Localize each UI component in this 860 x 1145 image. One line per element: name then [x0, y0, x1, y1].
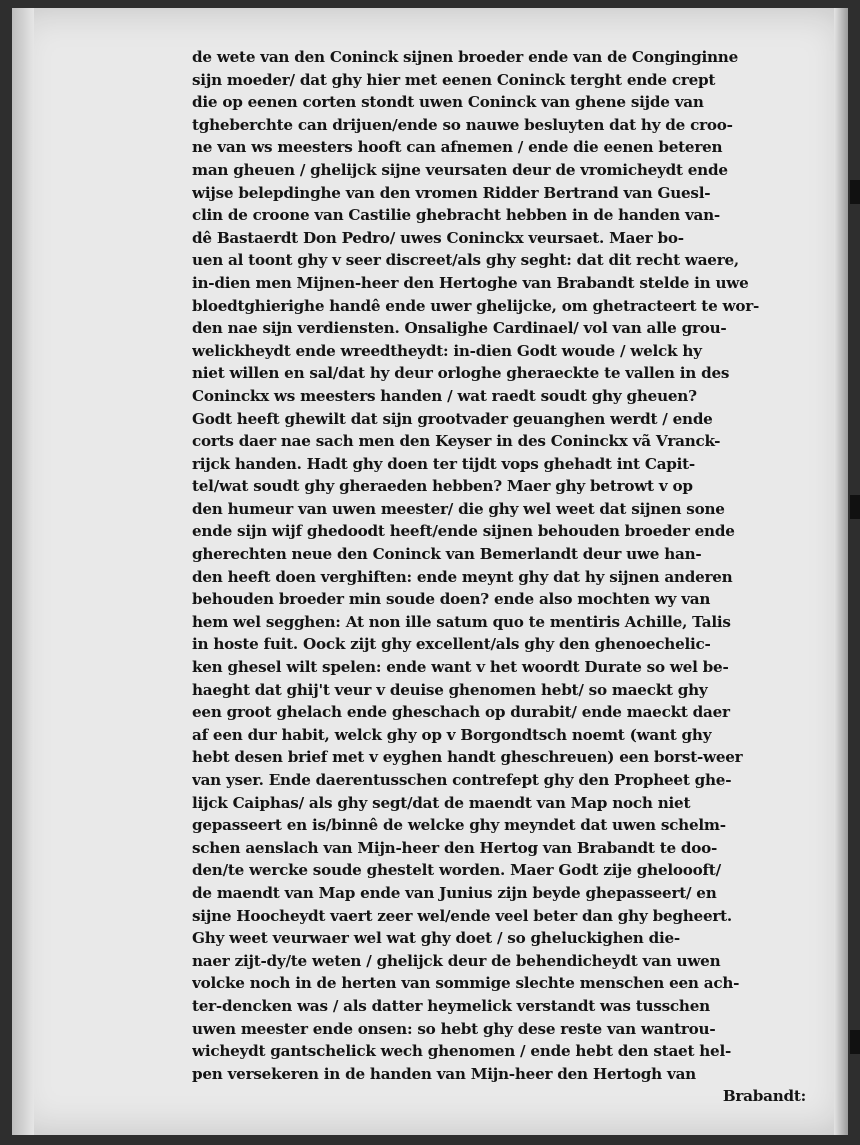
- text-line: ter-dencken was / als datter heymelick verstandt was tusschen: [192, 996, 710, 1015]
- page-edge-shadow: [834, 8, 848, 1135]
- text-line: den humeur van uwen meester/ die ghy wel weet dat sijnen sone: [192, 499, 725, 518]
- text-line: hebt desen brief met v eyghen handt gheschreuen) een borst-weer: [192, 748, 743, 767]
- text-line: man gheuen / ghelijck sijne veursaten deur de vromicheydt ende: [192, 160, 728, 179]
- text-line: volcke noch in de herten van sommige slechte menschen een ach-: [192, 974, 740, 993]
- text-line: sijne Hoocheydt vaert zeer wel/ende veel beter dan ghy begheert.: [192, 906, 732, 925]
- text-line: een groot ghelach ende gheschach op durabit/ ende maeckt daer: [192, 703, 730, 722]
- text-line: behouden broeder min soude doen? ende also mochten wy van: [192, 590, 711, 609]
- text-line: den heeft doen verghiften: ende meynt ghy dat hy sijnen anderen: [192, 567, 733, 586]
- text-line: wijse belepdinghe van den vromen Ridder Bertrand van Guesl-: [192, 183, 711, 202]
- text-line: ne van ws meesters hooft can afnemen / ende die eenen beteren: [192, 138, 723, 157]
- text-line: sijn moeder/ dat ghy hier met eenen Coninck terght ende crept: [192, 70, 716, 89]
- scan-edge-mark: [850, 180, 860, 204]
- binding-gutter: [12, 8, 34, 1135]
- text-line: gherechten neue den Coninck van Bemerlandt deur uwe han-: [192, 545, 702, 564]
- text-line: clin de croone van Castilie ghebracht hebben in de handen van-: [192, 206, 720, 225]
- text-line: welickheydt ende wreedtheydt: in-dien Godt woude / welck hy: [192, 341, 702, 360]
- text-line: uwen meester ende onsen: so hebt ghy dese reste van wantrou-: [192, 1019, 716, 1038]
- text-line: gepasseert en is/binnê de welcke ghy meyndet dat uwen schelm-: [192, 816, 726, 835]
- text-line: pen versekeren in de handen van Mijn-heer den Hertogh van: [192, 1064, 696, 1083]
- text-line: Ghy weet veurwaer wel wat ghy doet / so gheluckighen die-: [192, 929, 680, 948]
- text-line: af een dur habit, welck ghy op v Borgondtsch noemt (want ghy: [192, 725, 712, 744]
- text-line: tel/wat soudt ghy gheraeden hebben? Maer ghy betrowt v op: [192, 477, 693, 496]
- text-line: niet willen en sal/dat hy deur orloghe gheraeckte te vallen in des: [192, 364, 730, 383]
- text-line: de wete van den Coninck sijnen broeder ende van de Conginginne: [192, 48, 739, 66]
- text-line: Godt heeft ghewilt dat sijn grootvader geuanghen werdt / ende: [192, 409, 713, 428]
- text-line: die op eenen corten stondt uwen Coninck van ghene sijde van: [192, 93, 704, 112]
- text-line: den nae sijn verdiensten. Onsalighe Cardinael/ vol van alle grou-: [192, 319, 727, 338]
- text-line: corts daer nae sach men den Keyser in des Coninckx vã Vranck-: [192, 432, 721, 451]
- text-line: haeght dat ghij't veur v deuise ghenomen hebt/ so maeckt ghy: [192, 680, 708, 699]
- text-line: ende sijn wijf ghedoodt heeft/ende sijnen behouden broeder ende: [192, 522, 735, 541]
- text-line: lijck Caiphas/ als ghy segt/dat de maendt van Map noch niet: [192, 793, 691, 812]
- text-line: in hoste fuit. Oock zijt ghy excellent/als ghy den ghenoechelic-: [192, 635, 711, 654]
- body-text: [192, 46, 812, 1108]
- text-line: naer zijt-dy/te weten / ghelijck deur de behendicheydt van uwen: [192, 951, 721, 970]
- text-line: uen al toont ghy v seer discreet/als ghy seght: dat dit recht waere,: [192, 251, 739, 270]
- text-line: dê Bastaerdt Don Pedro/ uwes Coninckx veursaet. Maer bo-: [192, 228, 684, 247]
- document-page: [12, 8, 848, 1135]
- text-line: hem wel segghen: At non ille satum quo te mentiris Achille, Talis: [192, 612, 731, 631]
- text-line: rijck handen. Hadt ghy doen ter tijdt vops ghehadt int Capit-: [192, 454, 695, 473]
- text-line: Brabandt:: [722, 1087, 806, 1106]
- text-line: in-dien men Mijnen-heer den Hertoghe van Brabandt stelde in uwe: [192, 273, 749, 292]
- text-line: bloedtghierighe handê ende uwer ghelijcke, om ghetracteert te wor-: [192, 296, 760, 315]
- text-line: ken ghesel wilt spelen: ende want v het woordt Durate so wel be-: [192, 658, 729, 677]
- text-line: de maendt van Map ende van Junius zijn beyde ghepasseert/ en: [192, 883, 717, 902]
- text-line: Coninckx ws meesters handen / wat raedt soudt ghy gheuen?: [192, 386, 697, 405]
- scan-edge-mark: [850, 1030, 860, 1054]
- text-line: schen aenslach van Mijn-heer den Hertog van Brabandt te doo-: [192, 838, 718, 857]
- text-line: wicheydt gantschelick wech ghenomen / ende hebt den staet hel-: [192, 1042, 732, 1061]
- scan-edge-mark: [850, 495, 860, 519]
- text-line: den/te wercke soude ghestelt worden. Maer Godt zije gheloooft/: [192, 861, 721, 880]
- text-line: van yser. Ende daerentusschen contrefept ghy den Propheet ghe-: [192, 771, 732, 789]
- text-line: tgheberchte can drijuen/ende so nauwe besluyten dat hy de croo-: [192, 115, 733, 134]
